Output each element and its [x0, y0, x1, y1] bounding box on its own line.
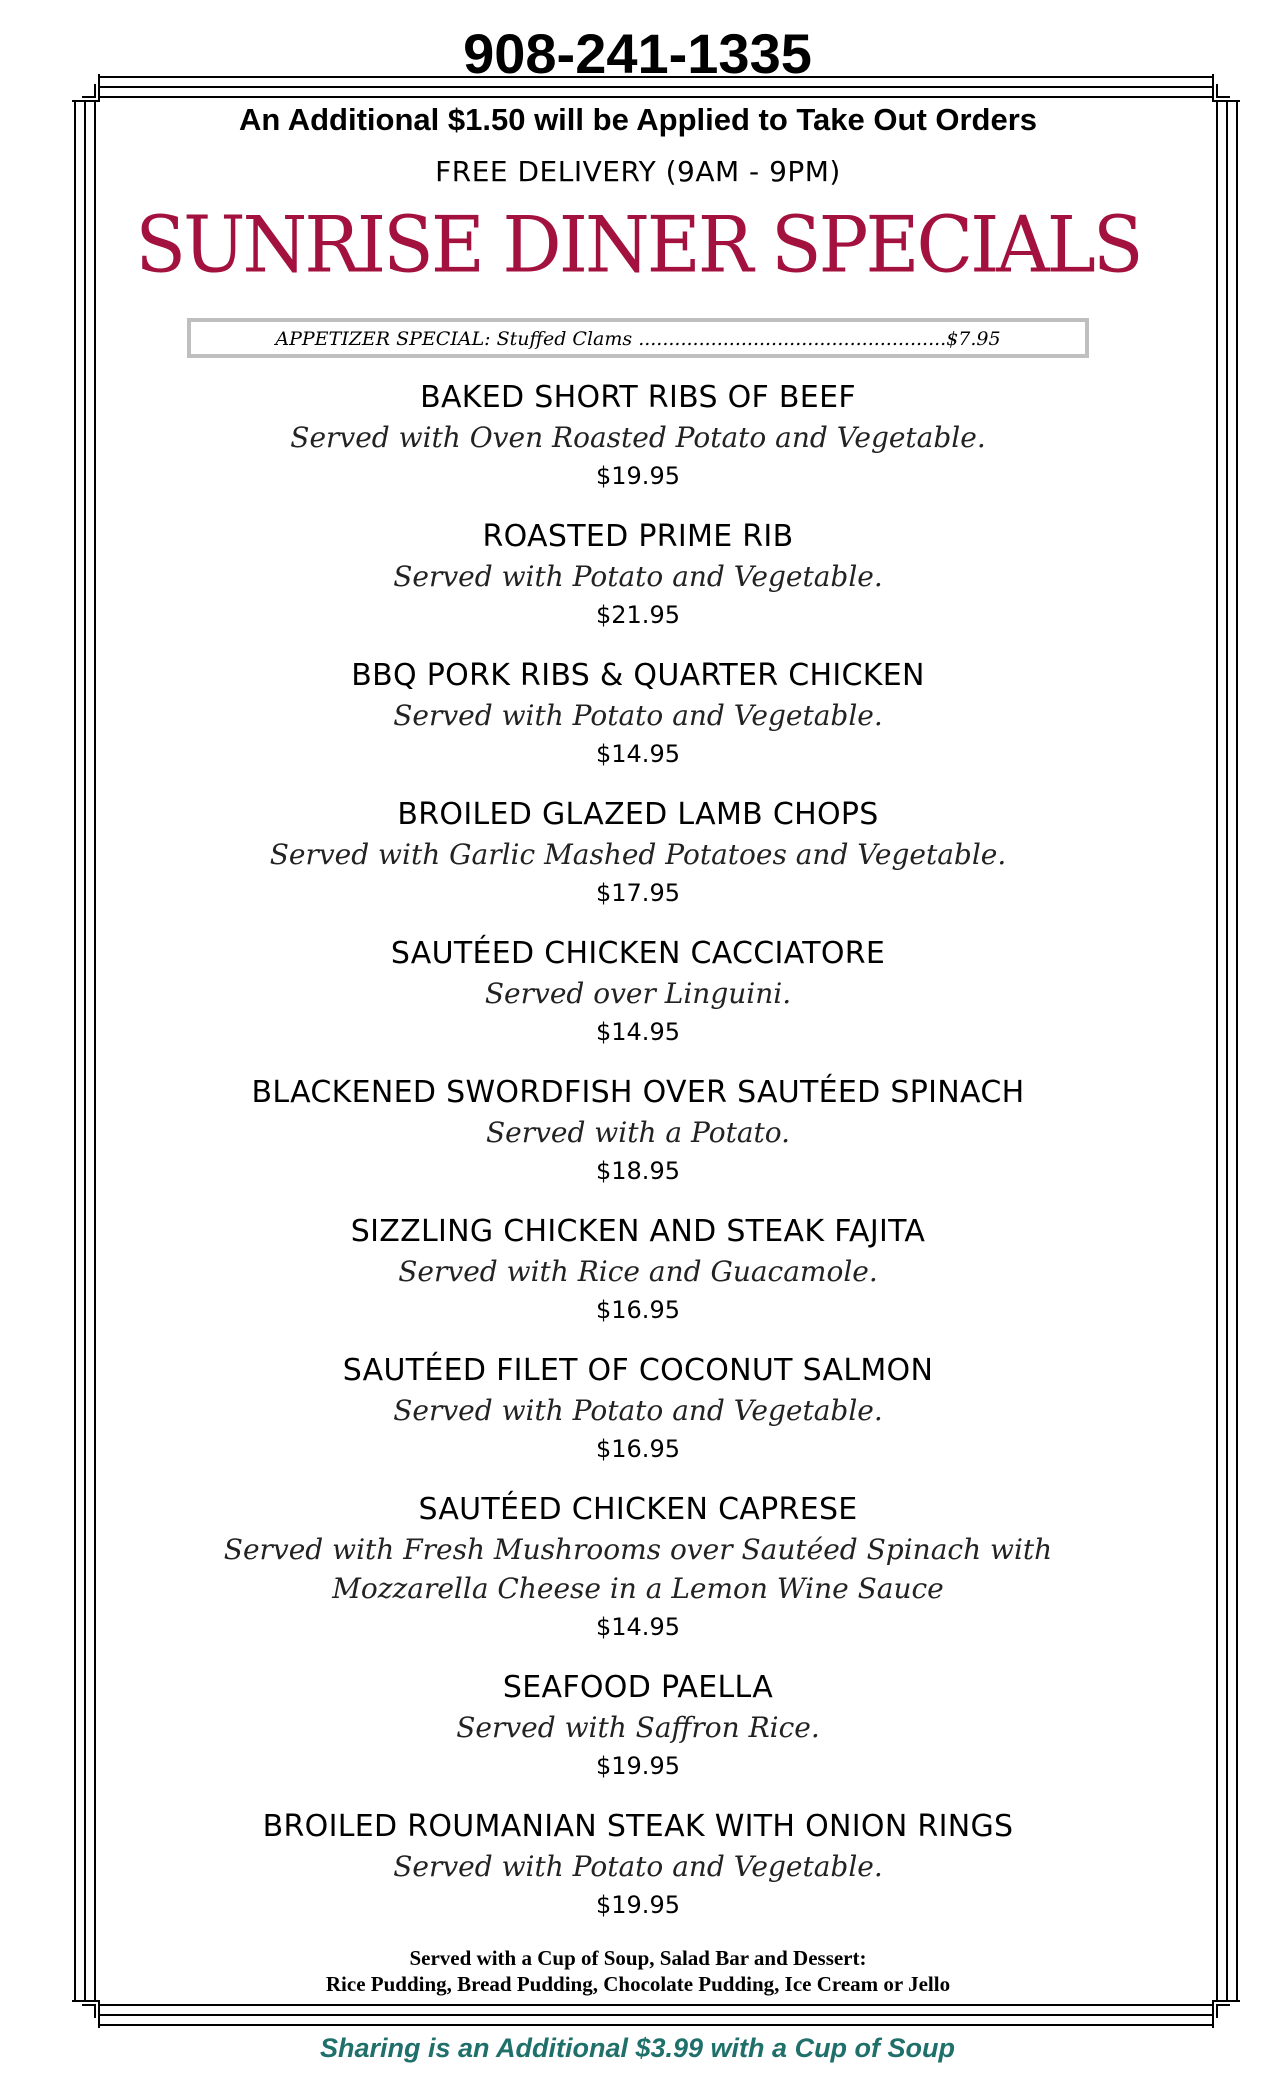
menu-item-price: $17.95 — [596, 879, 680, 907]
menu-item-description: Served with Potato and Vegetable. — [393, 1850, 883, 1883]
menu-item-name: BAKED SHORT RIBS OF BEEF — [420, 380, 856, 415]
menu-item-name: ROASTED PRIME RIB — [482, 519, 794, 554]
page-title: SUNRISE DINER SPECIALS — [135, 199, 1141, 291]
menu-item-price: $19.95 — [596, 462, 680, 490]
menu-item-name: SAUTÉED FILET OF COCONUT SALMON — [342, 1353, 934, 1388]
menu-item-description: Served with Potato and Vegetable. — [393, 699, 883, 732]
menu-content — [100, 96, 1176, 1946]
menu-item-name: SAUTÉED CHICKEN CAPRESE — [418, 1492, 858, 1527]
menu-item-description: Served with Garlic Mashed Potatoes and Vegetable. — [269, 838, 1007, 871]
appetizer-dot-leader: ................................................... — [638, 328, 947, 350]
menu-item — [100, 934, 1176, 1051]
menu-item-description: Served with Fresh Mushrooms over Sautéed Spinach with — [223, 1533, 1053, 1566]
appetizer-label: APPETIZER SPECIAL: Stuffed Clams — [275, 328, 633, 350]
menu-item-description: Served with Oven Roasted Potato and Vegetable. — [290, 421, 986, 454]
phone-number: 908-241-1335 — [463, 22, 812, 85]
menu-item-price: $18.95 — [596, 1157, 680, 1185]
frame-corner-notch-inner — [1216, 84, 1230, 98]
menu-item — [100, 1490, 1176, 1646]
menu-item-description: Served with Potato and Vegetable. — [393, 1394, 883, 1427]
menu-item-name: BBQ PORK RIBS & QUARTER CHICKEN — [351, 658, 925, 693]
frame-corner-notch-inner — [82, 2004, 96, 2018]
menu-item-description: Served with Potato and Vegetable. — [393, 560, 883, 593]
menu-item-price: $14.95 — [596, 1613, 680, 1641]
menu-item — [100, 1212, 1176, 1329]
menu-item-price: $19.95 — [596, 1752, 680, 1780]
menu-item-price: $19.95 — [596, 1891, 680, 1919]
menu-item-name: SAUTÉED CHICKEN CACCIATORE — [390, 936, 886, 971]
menu-item — [100, 1073, 1176, 1190]
menu-item — [100, 517, 1176, 634]
menu-item-description: Mozzarella Cheese in a Lemon Wine Sauce — [332, 1572, 944, 1605]
menu-item-description: Served over Linguini. — [484, 977, 792, 1010]
menu-item — [100, 795, 1176, 912]
served-with-line: Served with a Cup of Soup, Salad Bar and Dessert: — [409, 1946, 867, 1970]
menu-item-name: SEAFOOD PAELLA — [502, 1670, 774, 1705]
frame-corner-notch-inner — [1216, 2004, 1230, 2018]
menu-item-name: BROILED ROUMANIAN STEAK WITH ONION RINGS — [262, 1809, 1014, 1844]
menu-item-price: $14.95 — [596, 1018, 680, 1046]
menu-item-description: Served with Rice and Guacamole. — [398, 1255, 878, 1288]
menu-item — [100, 656, 1176, 773]
menu-item-description: Served with Saffron Rice. — [456, 1711, 820, 1744]
menu-item-price: $14.95 — [596, 740, 680, 768]
appetizer-price: $7.95 — [946, 328, 1001, 350]
menu-item-price: $21.95 — [596, 601, 680, 629]
menu-item-price: $16.95 — [596, 1296, 680, 1324]
appetizer-special-box — [187, 318, 1089, 358]
menu-item — [100, 1668, 1176, 1785]
specials-list — [100, 378, 1176, 1924]
menu-item-description: Served with a Potato. — [485, 1116, 791, 1149]
dessert-options-line: Rice Pudding, Bread Pudding, Chocolate Pudding, Ice Cream or Jello — [325, 1972, 951, 1996]
menu-item-name: SIZZLING CHICKEN AND STEAK FAJITA — [350, 1214, 926, 1249]
sharing-notice: Sharing is an Additional $3.99 with a Cup of Soup — [319, 2033, 956, 2063]
menu-item — [100, 1351, 1176, 1468]
menu-item-name: BLACKENED SWORDFISH OVER SAUTÉED SPINACH — [251, 1075, 1025, 1110]
menu-item — [100, 378, 1176, 495]
takeout-notice: An Additional $1.50 will be Applied to Take Out Orders — [238, 102, 1038, 137]
frame-corner-notch-inner — [82, 84, 96, 98]
menu-item — [100, 1807, 1176, 1924]
delivery-hours: FREE DELIVERY (9AM - 9PM) — [435, 155, 841, 188]
menu-item-name: BROILED GLAZED LAMB CHOPS — [397, 797, 879, 832]
served-with-note — [100, 1945, 1176, 1997]
menu-item-price: $16.95 — [596, 1435, 680, 1463]
